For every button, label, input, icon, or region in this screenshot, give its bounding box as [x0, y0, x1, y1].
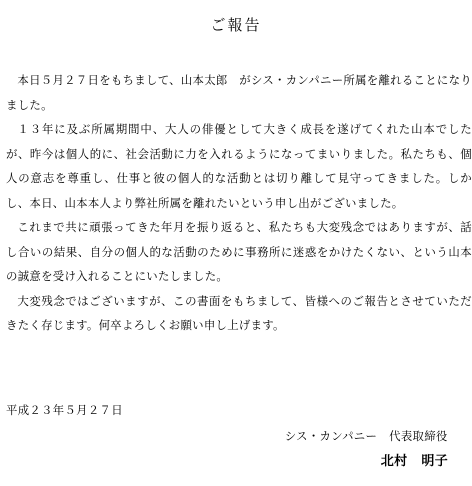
signature-company-line — [285, 428, 448, 444]
paragraph-4: 大変残念ではございますが、この書面をもちまして、皆様へのご報告とさせていただきたく存じます。何卒よろしくお願い申し上げます。 — [6, 293, 472, 332]
document-body — [6, 68, 472, 338]
signature-given-name: 明子 — [421, 454, 448, 469]
document-date: 平成２３年５月２７日 — [6, 403, 123, 417]
paragraph-2: １３年に及ぶ所属期間中、大人の俳優として大きく成長を遂げてくれた山本でしたが、昨今は個人的に、社会活動に力を入れるようになってまいりました。私たちも、個人の意志を尊重し、仕事と彼の個人的な活動とは切り離して見守ってきました。しかし、本日、山本本人より弊社所属を離れたいという申し出がございました。 — [6, 122, 472, 210]
signature-family-name: 北村 — [380, 454, 408, 469]
paragraph-3: これまで共に頑張ってきた年月を振り返ると、私たちも大変残念ではありますが、話し合いの結果、自分の個人的な活動のために事務所に迷惑をかけたくない、という山本の誠意を受け入れることにいたしました。 — [6, 220, 472, 283]
paragraph-1: 本日５月２７日をもちまして、山本太郎 がシス・カンパニー所属を離れることになりました。 — [6, 73, 472, 112]
document-title: ご報告 — [210, 16, 262, 34]
signature-block — [285, 428, 448, 469]
signature-name — [285, 450, 448, 469]
signature-company: シス・カンパニー — [284, 429, 378, 443]
signature-role: 代表取締役 — [389, 429, 448, 443]
